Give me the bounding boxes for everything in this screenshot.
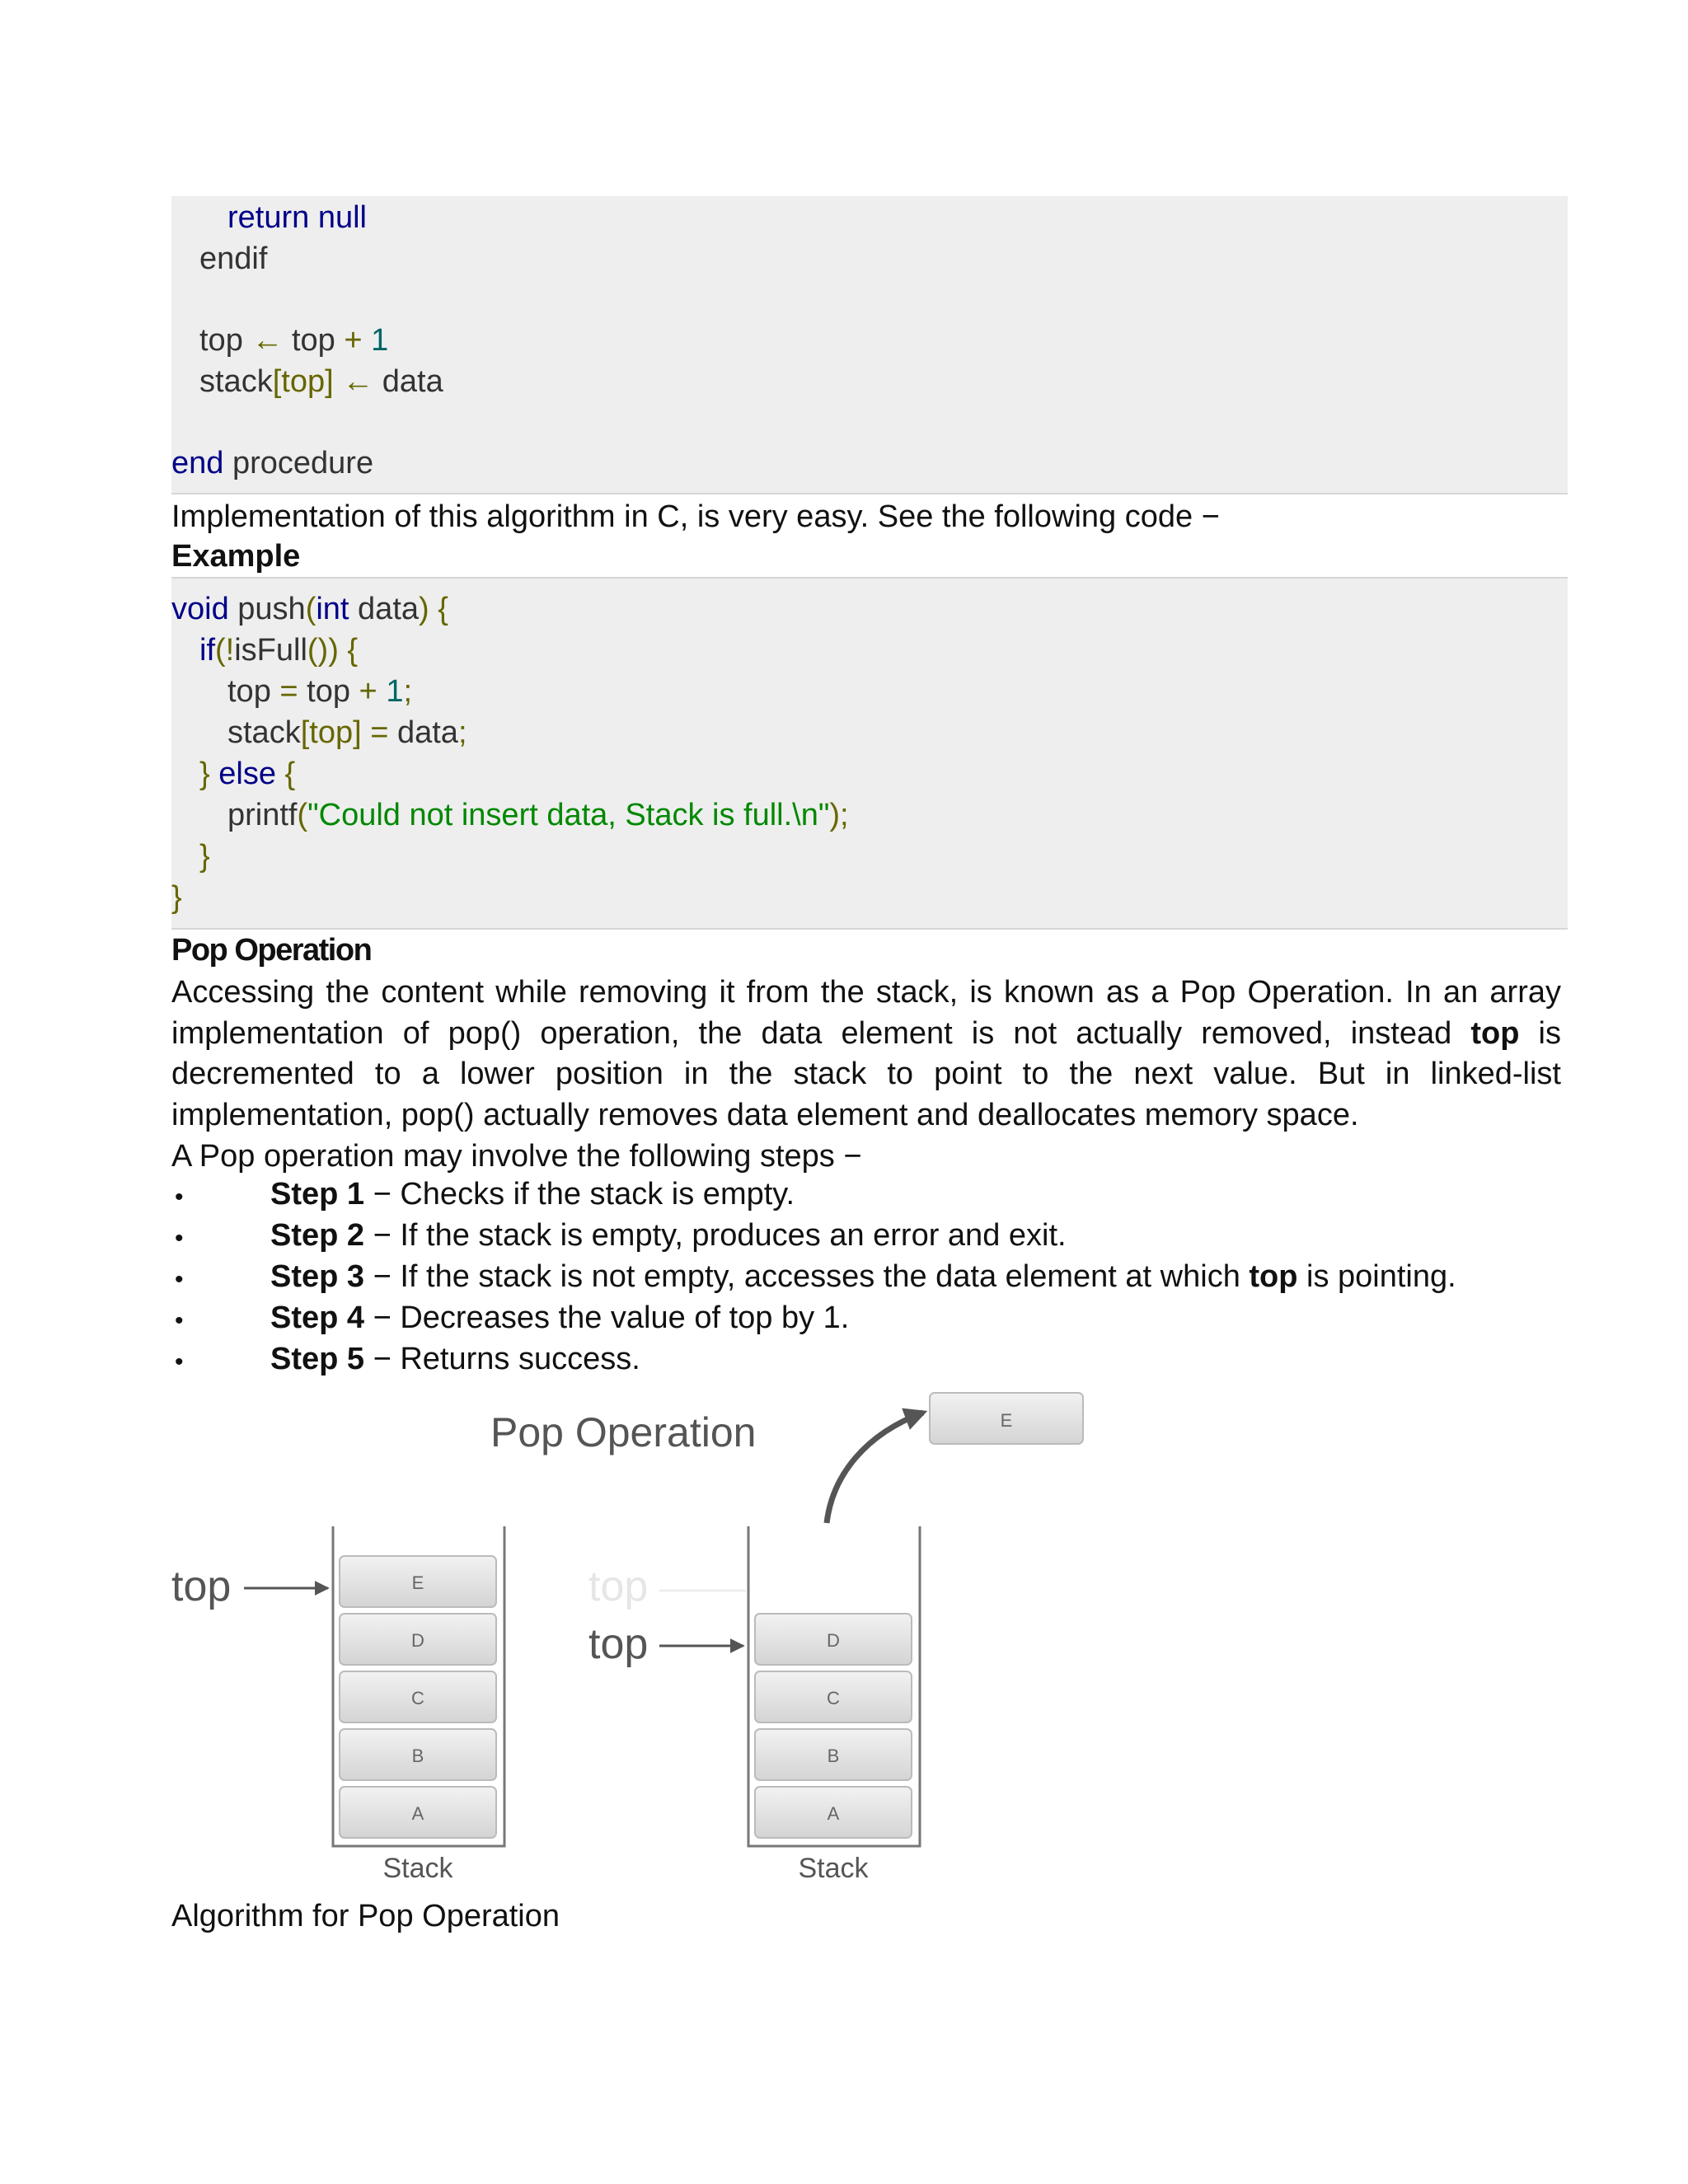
code-token: push	[237, 592, 306, 626]
step-text: is pointing.	[1297, 1259, 1456, 1294]
code-token: stack	[227, 715, 301, 750]
code-line	[199, 240, 267, 278]
code-token: ;	[457, 715, 467, 750]
code-token: {	[284, 757, 296, 791]
stack-cell-label: B	[411, 1746, 424, 1766]
code-token: endif	[199, 241, 268, 276]
code-token: printf	[227, 798, 298, 832]
code-line	[199, 837, 210, 875]
stack-cell-label: D	[827, 1630, 840, 1651]
code-token: }	[171, 880, 182, 915]
step-bold: top	[1249, 1259, 1298, 1294]
code-token: =	[279, 674, 298, 709]
step-item	[270, 1216, 1067, 1254]
code-token: data	[382, 364, 443, 399]
stack-cell-label: A	[827, 1803, 840, 1824]
right-stack-cells	[755, 1614, 912, 1838]
code-token: );	[829, 798, 849, 832]
code-token: top	[199, 323, 243, 358]
step-label: Step 4	[270, 1301, 365, 1335]
code-token: ←	[251, 323, 284, 358]
paragraph-text: Accessing the content while removing it from the stack, is known as a Pop Operation. In an array implementation of pop() operation, the data element is not actually removed, instead	[171, 975, 1561, 1051]
stack-cell-label: C	[411, 1688, 424, 1708]
stack-cell-label: D	[411, 1630, 424, 1651]
code-token: ;	[403, 674, 413, 709]
code-token: if	[199, 633, 215, 668]
code-line	[171, 590, 448, 628]
code-token: top	[291, 323, 335, 358]
intro-text: Implementation of this algorithm in C, is very easy. See the following code −	[171, 499, 1220, 534]
pop-operation-heading: Pop Operation	[171, 933, 372, 968]
code-token: int	[316, 592, 349, 626]
code-token: top	[227, 674, 271, 709]
left-stack-cells	[340, 1556, 496, 1838]
code-token: void	[171, 592, 229, 626]
pop-paragraph	[171, 972, 1561, 1136]
code-token: isFull	[234, 633, 307, 668]
step-item	[270, 1175, 795, 1213]
code-token: [top]	[272, 364, 334, 399]
code-line	[171, 879, 182, 916]
code-token: 1	[386, 674, 404, 709]
code-line	[199, 755, 295, 793]
code-line	[227, 796, 849, 834]
code-token: =	[370, 715, 389, 750]
bullet: •	[175, 1266, 184, 1293]
code-token: else	[218, 757, 276, 791]
code-token: data	[358, 592, 420, 626]
algorithm-heading: Algorithm for Pop Operation	[171, 1899, 560, 1933]
code-line	[199, 363, 443, 401]
step-text: − Returns success.	[364, 1342, 640, 1376]
code-token: return null	[227, 200, 367, 235]
code-line	[171, 444, 373, 482]
left-stack-caption: Stack	[382, 1853, 453, 1884]
paragraph-text: is decremented to a lower position in the stack to point to the next value. But in linked-list implementation, pop() actually removes data element and deallocates memory space.	[171, 1015, 1561, 1132]
popped-item-label: E	[1000, 1410, 1013, 1431]
pop-operation-diagram	[165, 1385, 1104, 1896]
code-token: +	[344, 323, 363, 358]
stack-cell-label: C	[827, 1688, 840, 1708]
step-item	[270, 1299, 849, 1337]
code-token: stack	[199, 364, 273, 399]
code-token: end	[171, 446, 224, 480]
code-line	[227, 673, 412, 710]
right-stack-caption: Stack	[798, 1853, 869, 1884]
code-line	[227, 714, 467, 752]
step-label: Step 5	[270, 1342, 365, 1376]
code-token: ) {	[419, 592, 448, 626]
bullet: •	[175, 1348, 184, 1376]
bullet: •	[175, 1307, 184, 1334]
step-text: − If the stack is empty, produces an error and exit.	[364, 1218, 1067, 1253]
step-item	[270, 1258, 1456, 1296]
code-token: (	[297, 798, 308, 832]
code-token: procedure	[232, 446, 374, 480]
step-label: Step 3	[270, 1259, 365, 1294]
code-token: top	[307, 674, 350, 709]
diagram-title: Pop Operation	[490, 1409, 757, 1455]
step-text: − Decreases the value of top by 1.	[364, 1301, 850, 1335]
code-token: ()) {	[307, 633, 359, 668]
step-label: Step 2	[270, 1218, 365, 1253]
code-token: +	[359, 674, 377, 709]
code-token: (!	[215, 633, 235, 668]
code-token: [top]	[300, 715, 362, 750]
code-token: data	[396, 715, 458, 750]
stack-cell-label: E	[411, 1572, 424, 1593]
code-token: (	[305, 592, 316, 626]
code-token: }	[199, 839, 210, 874]
stack-cell-label: B	[827, 1746, 840, 1766]
ghost-top-label: top	[588, 1563, 649, 1610]
step-text: − If the stack is not empty, accesses the data element at which	[364, 1259, 1250, 1294]
step-label: Step 1	[270, 1177, 365, 1212]
stack-cell-label: A	[411, 1803, 424, 1824]
code-line	[199, 321, 388, 359]
example-label: Example	[171, 539, 301, 574]
left-top-label: top	[171, 1563, 232, 1610]
code-block-c-push	[171, 577, 1568, 930]
pop-arrow	[827, 1413, 923, 1523]
right-top-label: top	[588, 1620, 649, 1668]
bullet: •	[175, 1225, 184, 1252]
code-token: }	[199, 757, 210, 791]
bullet: •	[175, 1183, 184, 1211]
step-text: − Checks if the stack is empty.	[364, 1177, 795, 1212]
code-token: "Could not insert data, Stack is full.\n"	[307, 798, 830, 832]
code-line	[199, 631, 358, 669]
code-line	[227, 199, 367, 237]
code-token: ←	[342, 364, 374, 399]
code-token: 1	[371, 323, 389, 358]
paragraph-bold: top	[1470, 1015, 1520, 1051]
steps-intro: A Pop operation may involve the following steps −	[171, 1139, 862, 1174]
step-item	[270, 1340, 640, 1378]
